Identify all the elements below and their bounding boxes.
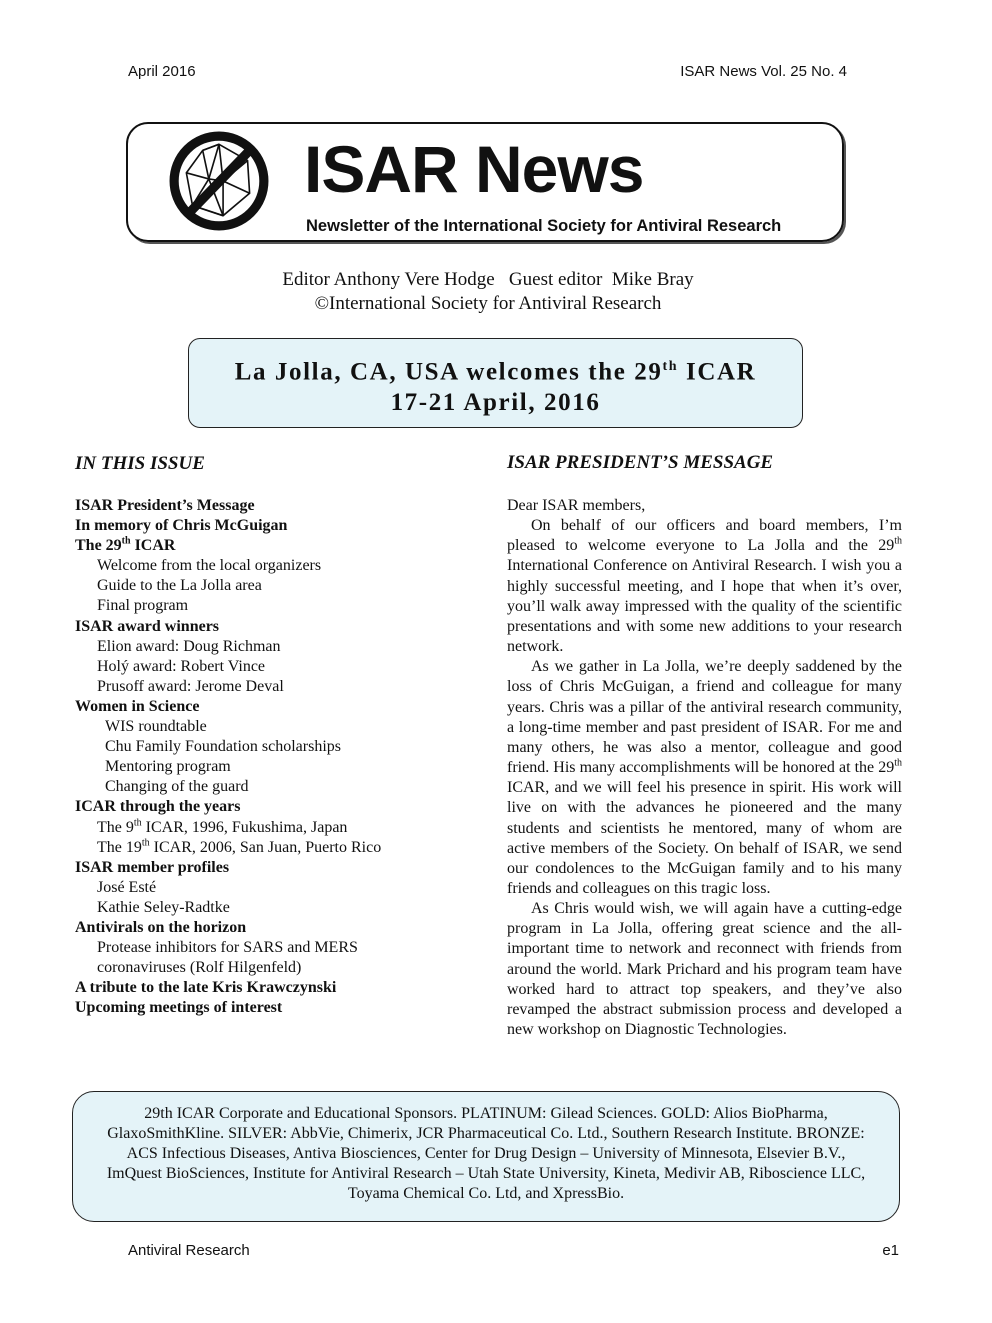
- toc-item: ISAR award winners: [75, 617, 220, 635]
- greeting: Dear ISAR members,: [507, 497, 646, 514]
- sponsors-text: 29th ICAR Corporate and Educational Sponsors. PLATINUM: Gilead Sciences. GOLD: Alios BioPharma, GlaxoSmithKline. SILVER: AbbVie, Chimerix, JCR Pharmaceutical Co. Ltd., Southern Research Institute. BRONZE: ACS Infectious Diseases, Antiva Biosciences, Center for Drug Design – University of Minnesota, Elsevier B.V., ImQuest BioSciences, Institute for Antiviral Research – Utah State University, Kineta, Medivir AB, Riboscience LLC, Toyama Chemical Co. Ltd, and XpressBio.: [106, 1105, 866, 1203]
- toc-item: Chu Family Foundation scholarships: [105, 738, 341, 756]
- masthead-title: ISAR News: [304, 132, 644, 206]
- paragraph-1: On behalf of our officers and board members, I’m pleased to welcome everyone to La Jolla and the 29th International Conference on Antiviral Research. I wish you a highly successful meeting, and I hope that when it’s over, you’ll walk away impressed with the quality of the scientific presentations and with some new additions to your research network.: [507, 517, 902, 656]
- sponsors-box: [72, 1091, 900, 1222]
- masthead-subtitle: Newsletter of the International Society for Antiviral Research: [306, 217, 782, 235]
- isar-logo-icon: [168, 130, 270, 232]
- banner-line-2: 17-21 April, 2016: [390, 389, 601, 417]
- footer-journal: Antiviral Research: [128, 1242, 250, 1259]
- toc-item: Upcoming meetings of interest: [75, 999, 283, 1017]
- toc-item: The 29th ICAR: [75, 535, 176, 555]
- header-issue: ISAR News Vol. 25 No. 4: [680, 63, 847, 80]
- toc-item: Prusoff award: Jerome Deval: [97, 677, 284, 695]
- president-message: [507, 496, 902, 1040]
- toc-item: Kathie Seley-Radtke: [97, 898, 230, 916]
- toc-heading: IN THIS ISSUE: [75, 453, 205, 474]
- paragraph-2: As we gather in La Jolla, we’re deeply saddened by the loss of Chris McGuigan, a friend and colleague for many years. Chris was a pillar of the antiviral research community, a long-time member and past president of ISAR. For me and many others, he was also a mentor, colleague and good friend. His many accomplishments will be honored at the 29th ICAR, and we will feel his presence in spirit. His work will live on with the advances he pioneered and the many students and scientists he mentored, many of whom are active members of the Society. On behalf of ISAR, we send our condolences to the McGuigan family and to his many friends and colleagues on this tragic loss.: [507, 658, 902, 897]
- president-heading: ISAR PRESIDENT’S MESSAGE: [507, 452, 774, 473]
- header-date: April 2016: [128, 63, 196, 80]
- toc-item: Final program: [97, 597, 189, 615]
- toc-item: coronaviruses (Rolf Hilgenfeld): [97, 959, 302, 977]
- toc-item: Protease inhibitors for SARS and MERS: [97, 939, 358, 957]
- toc-item: ISAR member profiles: [75, 858, 230, 876]
- copyright-line: ©International Society for Antiviral Research: [314, 293, 662, 314]
- editor-line: Editor Anthony Vere Hodge Guest editor Mike Bray: [282, 269, 694, 290]
- footer-page: e1: [882, 1242, 899, 1259]
- masthead: [126, 122, 844, 242]
- toc-item: ISAR President’s Message: [75, 497, 255, 514]
- table-of-contents: [75, 496, 475, 1018]
- toc-item: Antivirals on the horizon: [75, 918, 247, 936]
- toc-item: The 19th ICAR, 2006, San Juan, Puerto Rico: [97, 837, 382, 856]
- toc-item: ICAR through the years: [75, 798, 241, 816]
- toc-item: Women in Science: [75, 697, 200, 715]
- toc-item: Welcome from the local organizers: [97, 557, 322, 575]
- banner-line-1: La Jolla, CA, USA welcomes the 29th ICAR: [234, 358, 757, 386]
- toc-item: In memory of Chris McGuigan: [75, 517, 288, 535]
- toc-item: Guide to the La Jolla area: [97, 577, 262, 595]
- toc-item: WIS roundtable: [105, 718, 207, 736]
- toc-item: Changing of the guard: [105, 778, 249, 796]
- toc-item: Mentoring program: [105, 758, 231, 776]
- toc-item: A tribute to the late Kris Krawczynski: [75, 979, 337, 997]
- toc-item: José Esté: [97, 878, 157, 896]
- paragraph-3: As Chris would wish, we will again have a cutting-edge program in La Jolla, offering great science and the all-important time to network and reconnect with friends from around the world. Mark Prichard and his program team have worked hard to attract top speakers, and they’ve also revamped the abstract submission process and developed a new workshop on Diagnostic Technologies.: [507, 900, 902, 1039]
- toc-item: Holý award: Robert Vince: [97, 657, 266, 675]
- toc-item: The 9th ICAR, 1996, Fukushima, Japan: [97, 817, 348, 836]
- conference-banner: [188, 338, 803, 428]
- toc-item: Elion award: Doug Richman: [97, 637, 281, 655]
- editor-credits: [0, 268, 976, 316]
